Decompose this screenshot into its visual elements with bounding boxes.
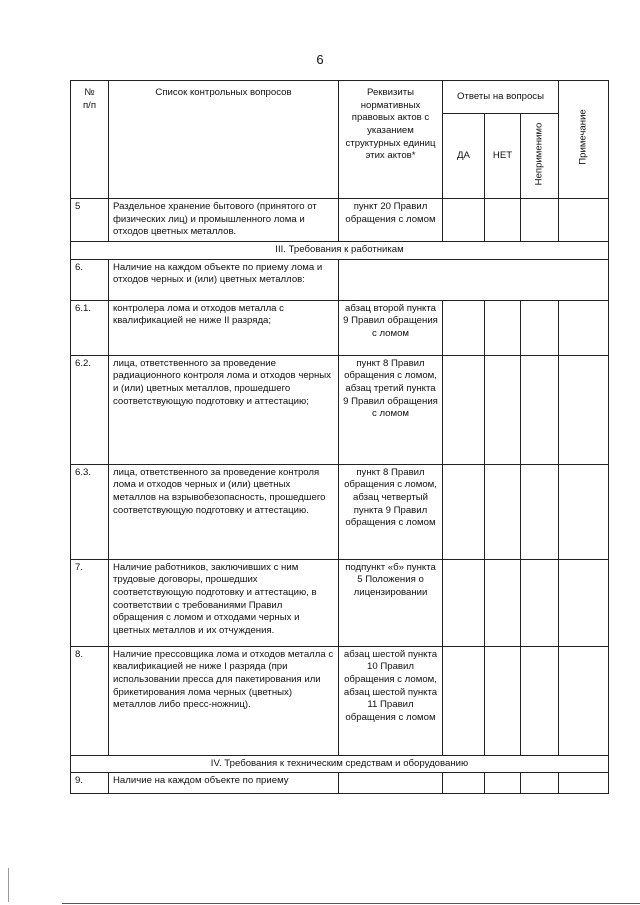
answer-na-cell[interactable] (521, 355, 559, 464)
table-row (71, 464, 609, 559)
section-row (71, 241, 609, 259)
answer-no-cell[interactable] (485, 464, 521, 559)
row-requisites (339, 773, 443, 794)
row-num: 6.1. (71, 300, 109, 355)
header-note-label: Примечание (577, 109, 589, 165)
answer-na-cell[interactable] (521, 199, 559, 242)
header-no: НЕТ (485, 114, 521, 199)
row-requisites: пункт 20 Правил обращения с ломом (339, 199, 443, 242)
row-num: 6.2. (71, 355, 109, 464)
row-question: лица, ответственного за проведение радиационного контроля лома и отходов черных и (или) цветных металлов, прошедшего соответствующую подготовку и аттестацию; (109, 355, 339, 464)
section-title: III. Требования к работникам (71, 241, 609, 259)
answer-yes-cell[interactable] (443, 464, 485, 559)
answer-yes-cell[interactable] (443, 773, 485, 794)
page-number: 6 (316, 52, 324, 67)
answer-na-cell[interactable] (521, 300, 559, 355)
row-num: 6. (71, 259, 109, 300)
row-question: контролера лома и отходов металла с квалификацией не ниже II разряда; (109, 300, 339, 355)
header-num-label: № п/п (82, 87, 97, 111)
answer-na-cell[interactable] (521, 646, 559, 755)
table-row (71, 300, 609, 355)
answer-no-cell[interactable] (485, 300, 521, 355)
table-row (71, 259, 609, 300)
scan-bottom-rule (62, 903, 640, 904)
checklist-table (70, 80, 609, 794)
row-question: Наличие на каждом объекте по приему лома и отходов черных и (или) цветных металлов: (109, 259, 339, 300)
header-num (71, 81, 109, 199)
row-requisites: абзац второй пункта 9 Правил обращения с ломом (339, 300, 443, 355)
header-not-applicable-label: Неприменимо (533, 122, 545, 186)
note-cell[interactable] (559, 355, 609, 464)
answer-na-cell[interactable] (521, 559, 559, 646)
note-cell[interactable] (559, 559, 609, 646)
table-row (71, 646, 609, 755)
answer-no-cell[interactable] (485, 559, 521, 646)
header-yes: ДА (443, 114, 485, 199)
answer-no-cell[interactable] (485, 355, 521, 464)
header-answers: Ответы на вопросы (443, 81, 559, 114)
answer-na-cell[interactable] (521, 464, 559, 559)
row-question: Раздельное хранение бытового (принятого от физических лиц) и промышленного лома и отходов цветных металлов. (109, 199, 339, 242)
answer-yes-cell[interactable] (443, 300, 485, 355)
row-requisites: абзац шестой пункта 10 Правил обращения с ломом, абзац шестой пункта 11 Правил обращения с ломом (339, 646, 443, 755)
answer-no-cell[interactable] (485, 646, 521, 755)
section-row (71, 755, 609, 773)
table-row (71, 355, 609, 464)
row-num: 5 (71, 199, 109, 242)
answer-no-cell[interactable] (485, 773, 521, 794)
answer-yes-cell[interactable] (443, 559, 485, 646)
answer-yes-cell[interactable] (443, 355, 485, 464)
table-row (71, 199, 609, 242)
row-question: Наличие работников, заключивших с ним трудовые договоры, прошедших соответствующую подготовку и аттестацию, в соответствии с требованиями Правил обращения с ломом и отходами черных и цветных металлов и их отчуждения. (109, 559, 339, 646)
section-title: IV. Требования к техническим средствам и оборудованию (71, 755, 609, 773)
row-requisites: пункт 8 Правил обращения с ломом, абзац четвертый пункта 9 Правил обращения с ломом (339, 464, 443, 559)
row-question: Наличие прессовщика лома и отходов металла с квалификацией не ниже I разряда (при использовании пресса для пакетирования или брикетирования лома черных (цветных) металлов либо пресс-ножниц). (109, 646, 339, 755)
row-question: лица, ответственного за проведение контроля лома и отходов черных и (или) цветных металлов на взрывобезопасность, прошедшего соответствующую подготовку и аттестацию. (109, 464, 339, 559)
answer-yes-cell[interactable] (443, 199, 485, 242)
row-merged-cell (339, 259, 609, 300)
row-num: 9. (71, 773, 109, 794)
note-cell[interactable] (559, 199, 609, 242)
note-cell[interactable] (559, 773, 609, 794)
header-not-applicable (521, 114, 559, 199)
answer-na-cell[interactable] (521, 773, 559, 794)
row-num: 7. (71, 559, 109, 646)
header-requisites: Реквизиты нормативных правовых актов с указанием структурных единиц этих актов* (339, 81, 443, 199)
scan-margin-mark (8, 868, 9, 902)
header-questions: Список контрольных вопросов (109, 81, 339, 199)
note-cell[interactable] (559, 464, 609, 559)
header-row (71, 81, 609, 114)
answer-yes-cell[interactable] (443, 646, 485, 755)
row-question: Наличие на каждом объекте по приему (109, 773, 339, 794)
table-row (71, 559, 609, 646)
row-num: 6.3. (71, 464, 109, 559)
header-note (559, 81, 609, 199)
note-cell[interactable] (559, 300, 609, 355)
answer-no-cell[interactable] (485, 199, 521, 242)
row-requisites: подпункт «б» пункта 5 Положения о лицензировании (339, 559, 443, 646)
table-row (71, 773, 609, 794)
row-num: 8. (71, 646, 109, 755)
row-requisites: пункт 8 Правил обращения с ломом, абзац третий пункта 9 Правил обращения с ломом (339, 355, 443, 464)
note-cell[interactable] (559, 646, 609, 755)
